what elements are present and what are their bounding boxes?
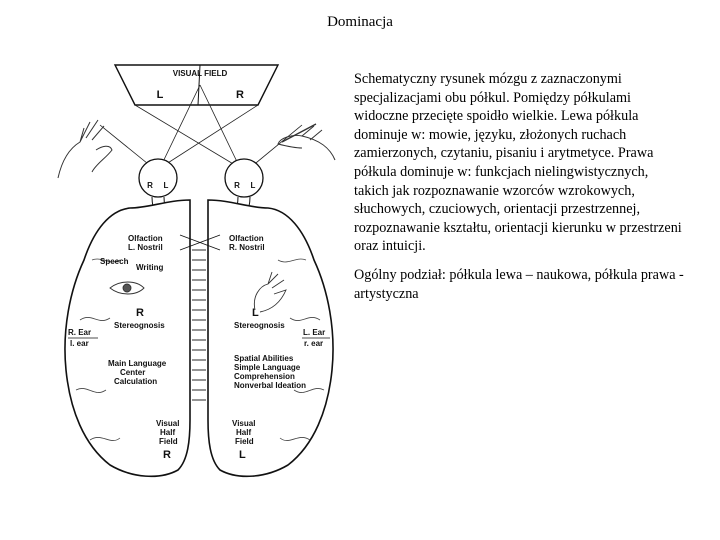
right-stereognosis-label: Stereognosis [234, 321, 285, 330]
page-title: Dominacja [327, 14, 393, 30]
left-field-label: Field [159, 437, 178, 446]
left-hand-sketch [58, 120, 112, 178]
right-hand-letter: L [252, 307, 259, 319]
left-half-label: Half [160, 428, 176, 437]
speech-label: Speech [100, 257, 129, 266]
left-eye [139, 159, 177, 197]
spatial-abilities-label: Spatial Abilities [234, 354, 294, 363]
visual-field-panel [115, 65, 278, 105]
calculation-label: Calculation [114, 377, 158, 386]
center-label: Center [120, 368, 146, 377]
right-eye-r-label: R [234, 181, 240, 190]
right-eye-l-label: L [250, 181, 256, 190]
left-stereognosis-label: Stereognosis [114, 321, 165, 330]
right-ear-lower-label: r. ear [304, 339, 324, 348]
visual-field-label: VISUAL FIELD [172, 69, 228, 78]
simple-language-label: Simple Language [234, 363, 301, 372]
visual-field-left-letter: L [156, 89, 164, 101]
right-field-label: Field [235, 437, 254, 446]
left-visual-label: Visual [156, 419, 180, 428]
left-ear-upper-label: R. Ear [68, 328, 92, 337]
right-ear-upper-label: L. Ear [303, 328, 326, 337]
right-nostril-label: R. Nostril [229, 243, 265, 252]
paragraph-general-division: Ogólny podział: półkula lewa – naukowa, półkula prawa - artystyczna [354, 266, 684, 302]
right-olfaction-label: Olfaction [229, 234, 264, 243]
left-eye-r-label: R [147, 181, 153, 190]
left-nostril-label: L. Nostril [128, 243, 163, 252]
right-eye [225, 159, 263, 197]
left-ear-lower-label: l. ear [70, 339, 89, 348]
left-visual-letter: R [163, 449, 171, 461]
right-visual-letter: L [239, 449, 246, 461]
main-language-label: Main Language [108, 359, 167, 368]
right-half-label: Half [236, 428, 252, 437]
left-hand-letter: R [136, 307, 144, 319]
right-hand-sketch [278, 124, 335, 160]
comprehension-label: Comprehension [234, 372, 295, 381]
paragraph-hemisphere-specialization: Schematyczny rysunek mózgu z zaznaczonymi specjalizacjami obu półkul. Pomiędzy półkulami widoczne przecięte spoidło wielkie. Lewa półkula dominuje w: mowie, języku, złożonych ruchach zamierzonych, czytaniu, pisaniu i arytmetyce. Prawa półkula dominuje w: funkcjach nielingwistycznych, takich jak rozpoznawanie wzorców wzrokowych, słuchowych, czuciowych, orientacji przestrzennej, rozpoznawanie kształtu, orientacji kierunku w przestrzeni oraz intuicji. [354, 71, 682, 255]
brain-diagram [40, 60, 355, 480]
description-text [354, 70, 686, 313]
right-visual-label: Visual [232, 419, 256, 428]
left-eye-l-label: L [163, 181, 169, 190]
writing-label: Writing [136, 263, 164, 272]
nonverbal-ideation-label: Nonverbal Ideation [234, 381, 307, 390]
left-olfaction-label: Olfaction [128, 234, 163, 243]
visual-field-right-letter: R [236, 89, 244, 101]
